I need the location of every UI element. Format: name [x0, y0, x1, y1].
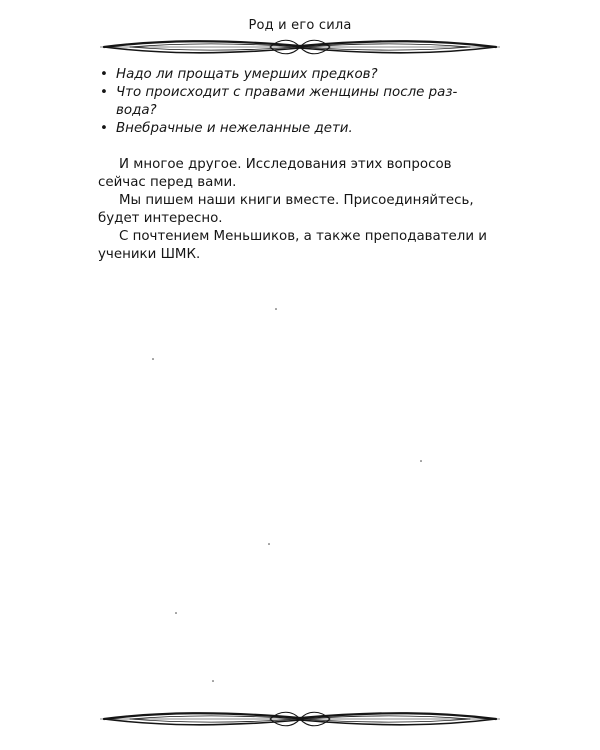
list-item-text: Надо ли прощать умерших предков? — [116, 67, 378, 82]
bullet-icon: • — [100, 85, 108, 100]
list-item — [98, 66, 503, 84]
paragraph: Мы пишем наши книги вместе. Присоединяйтесь, будет интересно. — [98, 193, 474, 226]
list-item — [98, 120, 503, 138]
scan-speck — [275, 308, 277, 310]
list-item — [98, 84, 503, 120]
scan-speck — [268, 543, 270, 545]
top-flourish-divider-icon — [100, 36, 500, 58]
question-list — [98, 66, 503, 138]
list-item-text: Что происходит с правами женщины после раз- вода? — [116, 85, 458, 118]
bullet-icon: • — [100, 121, 108, 136]
page-body — [98, 66, 503, 264]
running-title: Род и его сила — [248, 18, 352, 33]
list-item-text: Внебрачные и нежеланные дети. — [116, 121, 353, 136]
scan-speck — [175, 612, 177, 614]
scan-speck — [152, 358, 154, 360]
closing-text — [98, 156, 503, 264]
paragraph: С почтением Меньшиков, а также преподаватели и ученики ШМК. — [98, 229, 488, 262]
scan-speck — [420, 460, 422, 462]
bottom-flourish-divider-icon — [100, 708, 500, 730]
scan-speck — [212, 680, 214, 682]
bullet-icon: • — [100, 67, 108, 82]
paragraph: И многое другое. Исследования этих вопросов сейчас перед вами. — [98, 157, 452, 190]
